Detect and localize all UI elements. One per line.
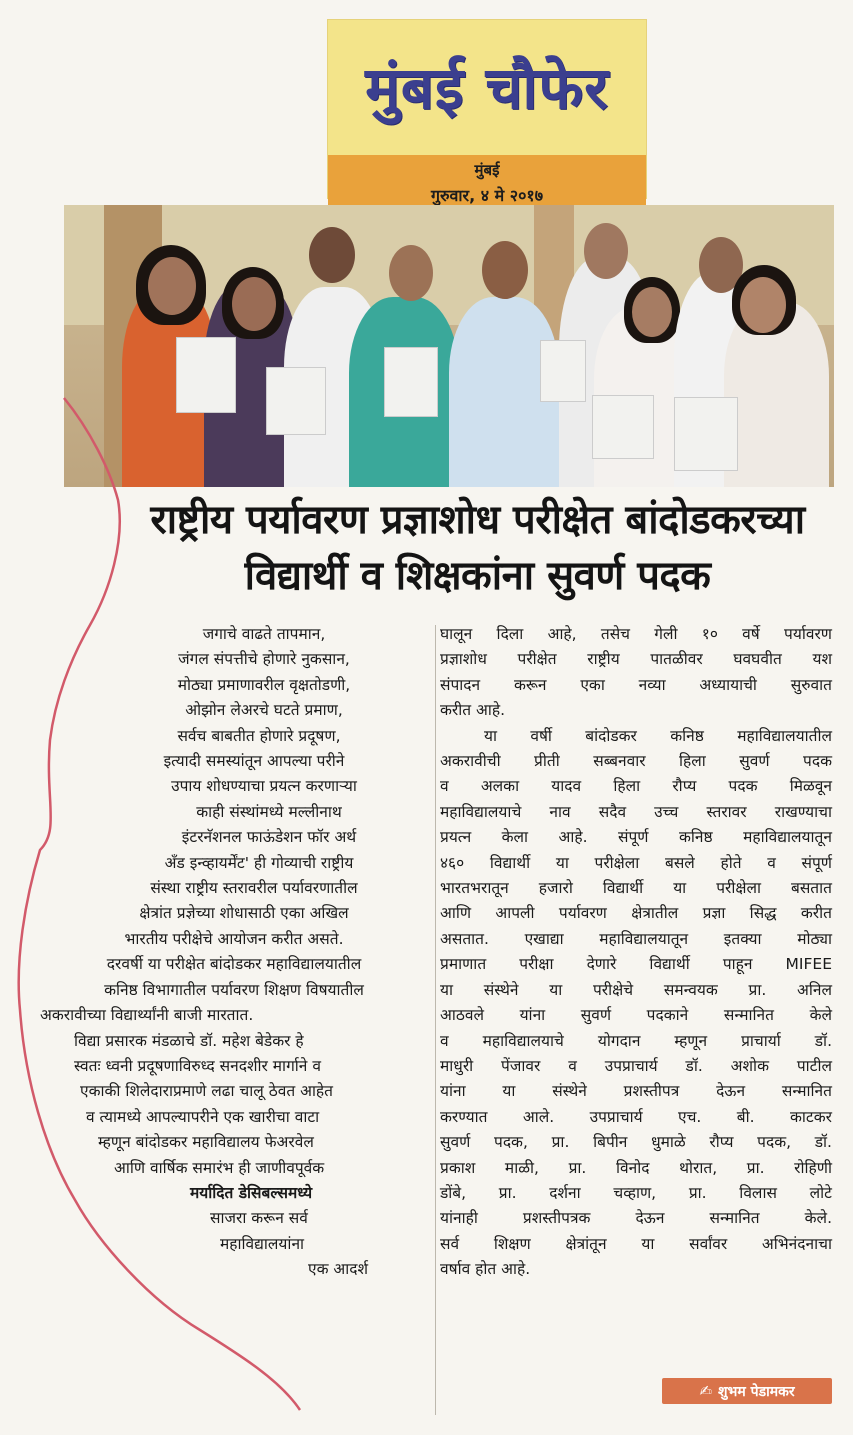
article-line: विद्या प्रसारक मंडळाचे डॉ. महेश बेडेकर हे xyxy=(74,1031,304,1050)
article-line: करण्यात आले. उपप्राचार्य एच. बी. काटकर xyxy=(440,1107,832,1126)
photo-certificate xyxy=(384,347,438,417)
article-line: मर्यादित डेसिबल्समध्ये xyxy=(190,1183,313,1202)
masthead-city: मुंबई xyxy=(474,161,500,179)
article-line: स्वतः ध्वनी प्रदूषणाविरुध्द सनदशीर मार्गाने व xyxy=(74,1056,321,1075)
article-line: करीत आहे. xyxy=(440,701,506,720)
photo-face xyxy=(584,223,628,279)
article-line: प्रयत्न केला आहे. संपूर्ण कनिष्ठ महाविद्यालयातून xyxy=(440,828,832,847)
headline xyxy=(120,492,835,612)
photo-face xyxy=(389,245,433,301)
photo-face xyxy=(482,241,528,299)
article-line: भारतीय परीक्षेचे आयोजन करीत असते. xyxy=(124,929,344,948)
photo-face xyxy=(632,287,672,337)
article-right-column xyxy=(440,622,832,1283)
photo-certificate xyxy=(674,397,738,471)
photo-face xyxy=(232,277,276,331)
article-line: सर्व शिक्षण क्षेत्रांतून या सर्वांवर अभिनंदनाचा xyxy=(440,1234,832,1253)
article-line: माधुरी पेंजावर व उपप्राचार्य डॉ. अशोक पाटील xyxy=(440,1056,832,1075)
article-line: काही संस्थांमध्ये मल्लीनाथ xyxy=(196,802,342,821)
photo-certificate xyxy=(540,340,586,402)
article-line: व त्यामध्ये आपल्यापरीने एक खारीचा वाटा xyxy=(86,1107,320,1126)
headline-line-2: विद्यार्थी व शिक्षकांना सुवर्ण पदक xyxy=(244,553,711,599)
article-line: एकाकी शिलेदाराप्रमाणे लढा चालू ठेवत आहेत xyxy=(80,1082,333,1101)
article-line: आणि आपली पर्यावरण क्षेत्रातील प्रज्ञा सिद्ध करीत xyxy=(440,904,832,923)
article-line: सुवर्ण पदक, प्रा. बिपीन धुमाळे रौप्य पदक, डॉ. xyxy=(440,1133,832,1152)
article-line: असतात. एखाद्या महाविद्यालयातून इतक्या मोठ्या xyxy=(440,929,832,948)
article-line: भारतभरातून हजारो विद्यार्थी या परीक्षेला बसतात xyxy=(440,879,832,898)
masthead xyxy=(328,20,646,205)
article-line: म्हणून बांदोडकर महाविद्यालय फेअरवेल xyxy=(98,1133,314,1152)
pen-icon: ✍ xyxy=(699,1382,713,1400)
article-line: व अलका यादव हिला रौप्य पदक मिळवून xyxy=(440,777,832,796)
article-line: यांनाही प्रशस्तीपत्रक देऊन सन्मानित केले. xyxy=(440,1209,832,1228)
article-line: प्रमाणात परीक्षा देणारे विद्यार्थी पाहून MIFEE xyxy=(440,955,832,974)
photo-face xyxy=(148,257,196,315)
article-line: साजरा करून सर्व xyxy=(210,1209,308,1228)
article-line: ४६० विद्यार्थी या परीक्षेला बसले होते व संपूर्ण xyxy=(440,853,832,872)
article-line: सर्वच बाबतीत होणारे प्रदूषण, xyxy=(177,726,341,745)
article-line: संस्था राष्ट्रीय स्तरावरील पर्यावरणातील xyxy=(150,879,358,898)
photo-face xyxy=(309,227,355,283)
article-line: एक आदर्श xyxy=(308,1260,369,1279)
article-line: मोठ्या प्रमाणावरील वृक्षतोडणी, xyxy=(177,675,351,694)
article-line: आठवले यांना सुवर्ण पदकाने सन्मानित केले xyxy=(440,1006,832,1025)
article-line: प्रज्ञाशोध परीक्षेत राष्ट्रीय पातळीवर घवघवीत यश xyxy=(440,650,832,669)
article-line: घालून दिला आहे, तसेच गेली १० वर्षे पर्यावरण xyxy=(440,625,832,643)
article-line: अँड इन्व्हायर्मेंट' ही गोव्याची राष्ट्रीय xyxy=(164,853,354,872)
article-line: इंटरनॅशनल फाऊंडेशन फॉर अर्थ xyxy=(181,828,357,847)
photo-certificate xyxy=(592,395,654,459)
article-line: संपादन करून एका नव्या अध्यायाची सुरुवात xyxy=(440,675,832,694)
article-line: जगाचे वाढते तापमान, xyxy=(202,625,326,643)
article-line: या वर्षी बांदोडकर कनिष्ठ महाविद्यालयातील xyxy=(484,726,832,745)
article-line: यांना या संस्थेने प्रशस्तीपत्र देऊन सन्मानित xyxy=(440,1082,832,1101)
article-line: महाविद्यालयाचे नाव सदैव उच्च स्तरावर राखण्याचा xyxy=(440,802,832,821)
article-line: या संस्थेने या परीक्षेचे समन्वयक प्रा. अनिल xyxy=(440,980,832,999)
article-line: वर्षाव होत आहे. xyxy=(440,1260,531,1279)
article-line: इत्यादी समस्यांतून आपल्या परीने xyxy=(163,752,345,771)
masthead-date: गुरुवार, ४ मे २०१७ xyxy=(430,186,544,205)
article-line: जंगल संपत्तीचे होणारे नुकसान, xyxy=(178,650,350,669)
article-line: कनिष्ठ विभागातील पर्यावरण शिक्षण विषयातील xyxy=(104,980,364,999)
byline-name: शुभम पेडामकर xyxy=(718,1383,795,1400)
article-line: आणि वार्षिक समारंभ ही जाणीवपूर्वक xyxy=(114,1158,325,1177)
article-line: अकरावीच्या विद्यार्थ्यांनी बाजी मारतात. xyxy=(40,1006,254,1025)
photo-face xyxy=(740,277,786,333)
newspaper-title: मुंबई चौफेर xyxy=(365,53,609,122)
photo-certificate xyxy=(266,367,326,435)
article-line: डोंबे, प्रा. दर्शना चव्हाण, प्रा. विलास लोटे xyxy=(440,1183,832,1202)
column-divider xyxy=(435,625,436,1415)
article-line: प्रकाश माळी, प्रा. विनोद थोरात, प्रा. रोहिणी xyxy=(440,1158,832,1177)
article-line: महाविद्यालयांना xyxy=(220,1234,305,1253)
photo-certificate xyxy=(176,337,236,413)
article-left-column xyxy=(40,622,428,1283)
headline-line-1: राष्ट्रीय पर्यावरण प्रज्ञाशोध परीक्षेत बांदोडकरच्या xyxy=(150,497,805,543)
article-line: व महाविद्यालयाचे योगदान म्हणून प्राचार्या डॉ. xyxy=(440,1031,832,1050)
article-line: क्षेत्रांत प्रज्ञेच्या शोधासाठी एका अखिल xyxy=(139,904,349,923)
article-line: दरवर्षी या परीक्षेत बांदोडकर महाविद्यालयातील xyxy=(106,955,362,974)
article-line: उपाय शोधण्याचा प्रयत्न करणाऱ्या xyxy=(171,777,357,796)
group-photo xyxy=(64,205,834,487)
article-line: ओझोन लेअरचे घटते प्रमाण, xyxy=(185,701,343,720)
article-line: अकरावीची प्रीती सब्बनवार हिला सुवर्ण पदक xyxy=(440,752,832,771)
byline xyxy=(662,1378,832,1404)
